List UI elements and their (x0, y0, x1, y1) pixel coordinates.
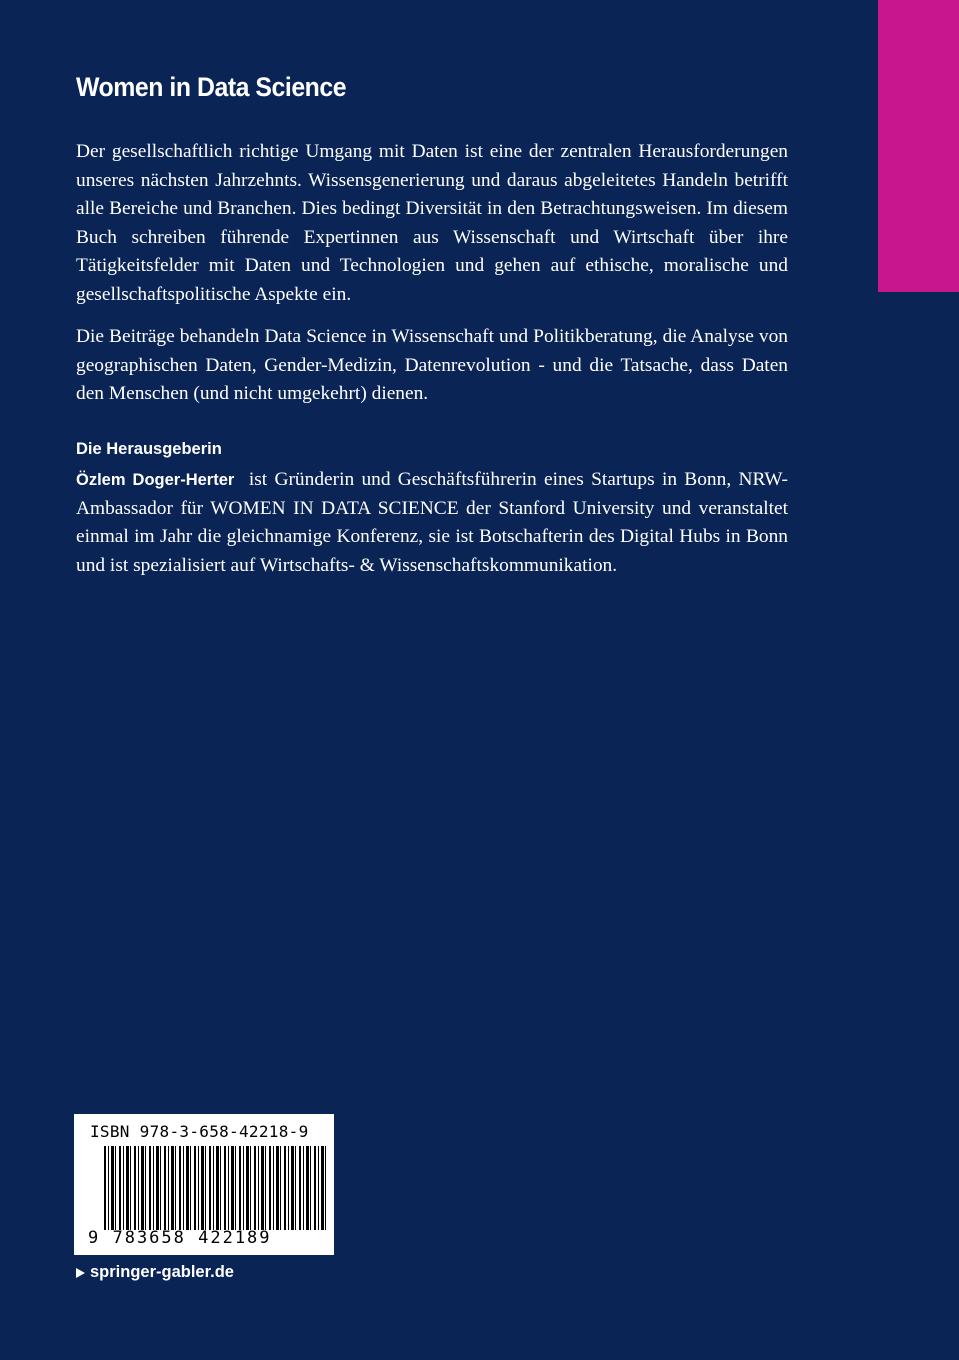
publisher-url[interactable]: springer-gabler.de (90, 1263, 234, 1281)
book-title: Women in Data Science (76, 72, 347, 102)
barcode-digits: 9 783658 422189 (88, 1228, 272, 1248)
description-paragraph-2: Die Beiträge behandeln Data Science in Wissenschaft und Politikberatung, die Analyse von geographischen Daten, Gender-Medizin, Datenrevolution - und die Tatsache, dass Daten den Menschen (und nicht umgekehrt) dienen. (76, 326, 788, 404)
publisher-url-line (76, 1263, 234, 1282)
isbn-label: ISBN 978-3-658-42218-9 (90, 1122, 309, 1141)
arrow-right-icon (76, 1268, 85, 1278)
editor-bio: ist Gründerin und Geschäftsführerin eines Startups in Bonn, NRW-Ambassador für WOMEN IN DATA SCIENCE der Stanford University und veranstaltet einmal im Jahr die gleichnamige Konferenz, sie ist Botschafterin des Digital Hubs in Bonn und ist spezialisiert auf Wirtschafts- & Wissenschaftskommunikation. (76, 469, 788, 576)
barcode-bars (104, 1146, 326, 1230)
accent-bar (878, 0, 959, 292)
editor-heading: Die Herausgeberin (76, 440, 222, 458)
isbn-barcode (74, 1114, 334, 1255)
editor-bio-block (76, 466, 788, 580)
description-paragraph-1: Der gesellschaftlich richtige Umgang mit Daten ist eine der zentralen Herausforderungen unseres nächsten Jahrzehnts. Wissensgenerierung und daraus abgeleitetes Handeln betrifft alle Bereiche und Branchen. Dies bedingt Diversität in den Betrachtungsweisen. Im diesem Buch schreiben führende Expertinnen aus Wissenschaft und Wirtschaft über ihre Tätigkeitsfelder mit Daten und Technologien und gehen auf ethische, moralische und gesellschaftspolitische Aspekte ein. (76, 141, 788, 305)
editor-name: Özlem Doger-Herter (76, 471, 235, 489)
